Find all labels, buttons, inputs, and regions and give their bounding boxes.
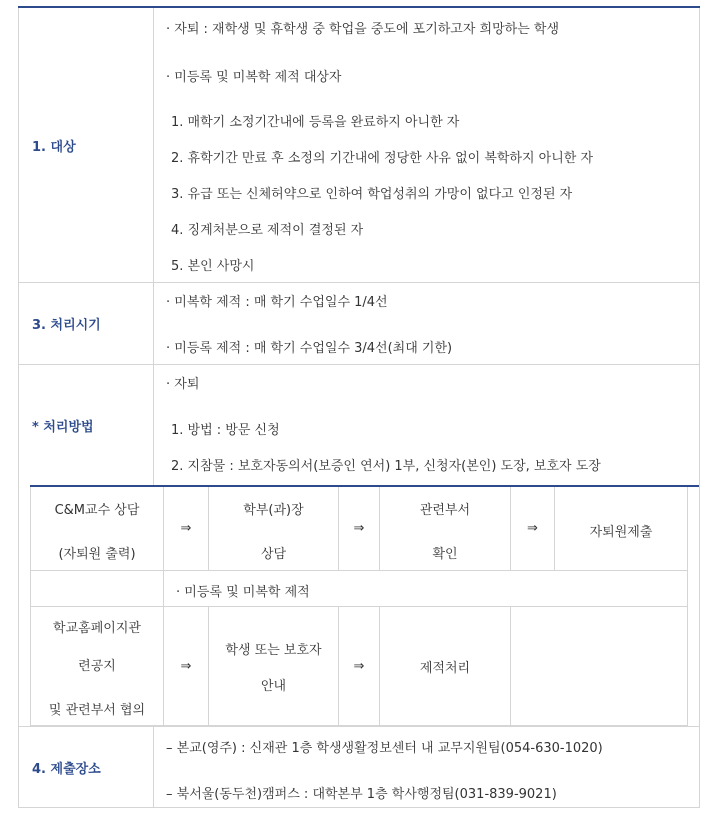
target-row [18,8,700,283]
method-intro: · 자퇴 [166,377,200,392]
timing-row [18,283,700,365]
target-item: 2. 휴학기간 만료 후 소정의 기간내에 정당한 사유 없이 복학하지 아니한 자 [171,151,594,166]
timing-body [154,283,700,364]
target-item: 5. 본인 사망시 [171,259,255,274]
method-item: 1. 방법 : 방문 신청 [171,423,280,438]
flow-arrow: ⇒ [339,607,380,726]
target-item: 4. 징계처분으로 제적이 결정된 자 [171,223,364,238]
place-body [154,727,700,807]
target-item: 3. 유급 또는 신체허약으로 인하여 학업성취의 가망이 없다고 인정된 자 [171,187,573,202]
target-intro: · 자퇴 : 재학생 및 휴학생 중 학업을 중도에 포기하고자 희망하는 학생 [166,22,560,37]
flow-right-border [699,485,700,726]
flow-step-confirm: 관련부서 확인 [380,487,511,571]
info-table [18,6,700,808]
flow-arrow: ⇒ [511,487,555,571]
flow-mid-label-cell [164,571,688,607]
flow-step-counsel: C&M교수 상담 (자퇴원 출력) [30,487,164,571]
timing-line: · 미등록 제적 : 매 학기 수업일수 3/4선(최대 기한) [166,341,453,356]
flow-arrow: ⇒ [164,487,209,571]
target-body [154,8,700,282]
method-item: 2. 지참물 : 보호자동의서(보증인 연서) 1부, 신청자(본인) 도장, 보호자 도장 [171,459,601,474]
target-sub-intro: · 미등록 및 미복학 제적 대상자 [166,70,342,85]
timing-line: · 미복학 제적 : 매 학기 수업일수 1/4선 [166,295,388,310]
target-heading: 1. 대상 [18,8,154,282]
flow-step-submit: 자퇴원제출 [555,487,688,571]
flow-step-expel: 제적처리 [380,607,511,726]
flow-empty-cell [511,607,688,726]
place-line: – 본교(영주) : 신재관 1층 학생생활정보센터 내 교무지원팀(054-630-1020) [166,741,603,756]
flow-mid-blank [30,571,164,607]
flow-step-dept-head: 학부(과)장 상담 [209,487,339,571]
place-heading: 4. 제출장소 [18,727,154,807]
flow-step-notice: 학교홈페이지관 련공지 및 관련부서 협의 [30,607,164,726]
timing-heading: 3. 처리시기 [18,283,154,364]
method-body [154,365,700,485]
place-row [18,726,700,808]
process-flow [30,485,699,726]
method-row [18,365,700,485]
flow-step-guide: 학생 또는 보호자 안내 [209,607,339,726]
target-item: 1. 매학기 소정기간내에 등록을 완료하지 아니한 자 [171,115,460,130]
place-line: – 북서울(동두천)캠퍼스 : 대학본부 1층 학사행정팀(031-839-9021) [166,787,557,802]
flow-left-border [18,485,19,726]
method-heading: * 처리방법 [18,365,154,485]
flow-mid-label: · 미등록 및 미복학 제적 [176,585,310,600]
flow-arrow: ⇒ [164,607,209,726]
flow-arrow: ⇒ [339,487,380,571]
